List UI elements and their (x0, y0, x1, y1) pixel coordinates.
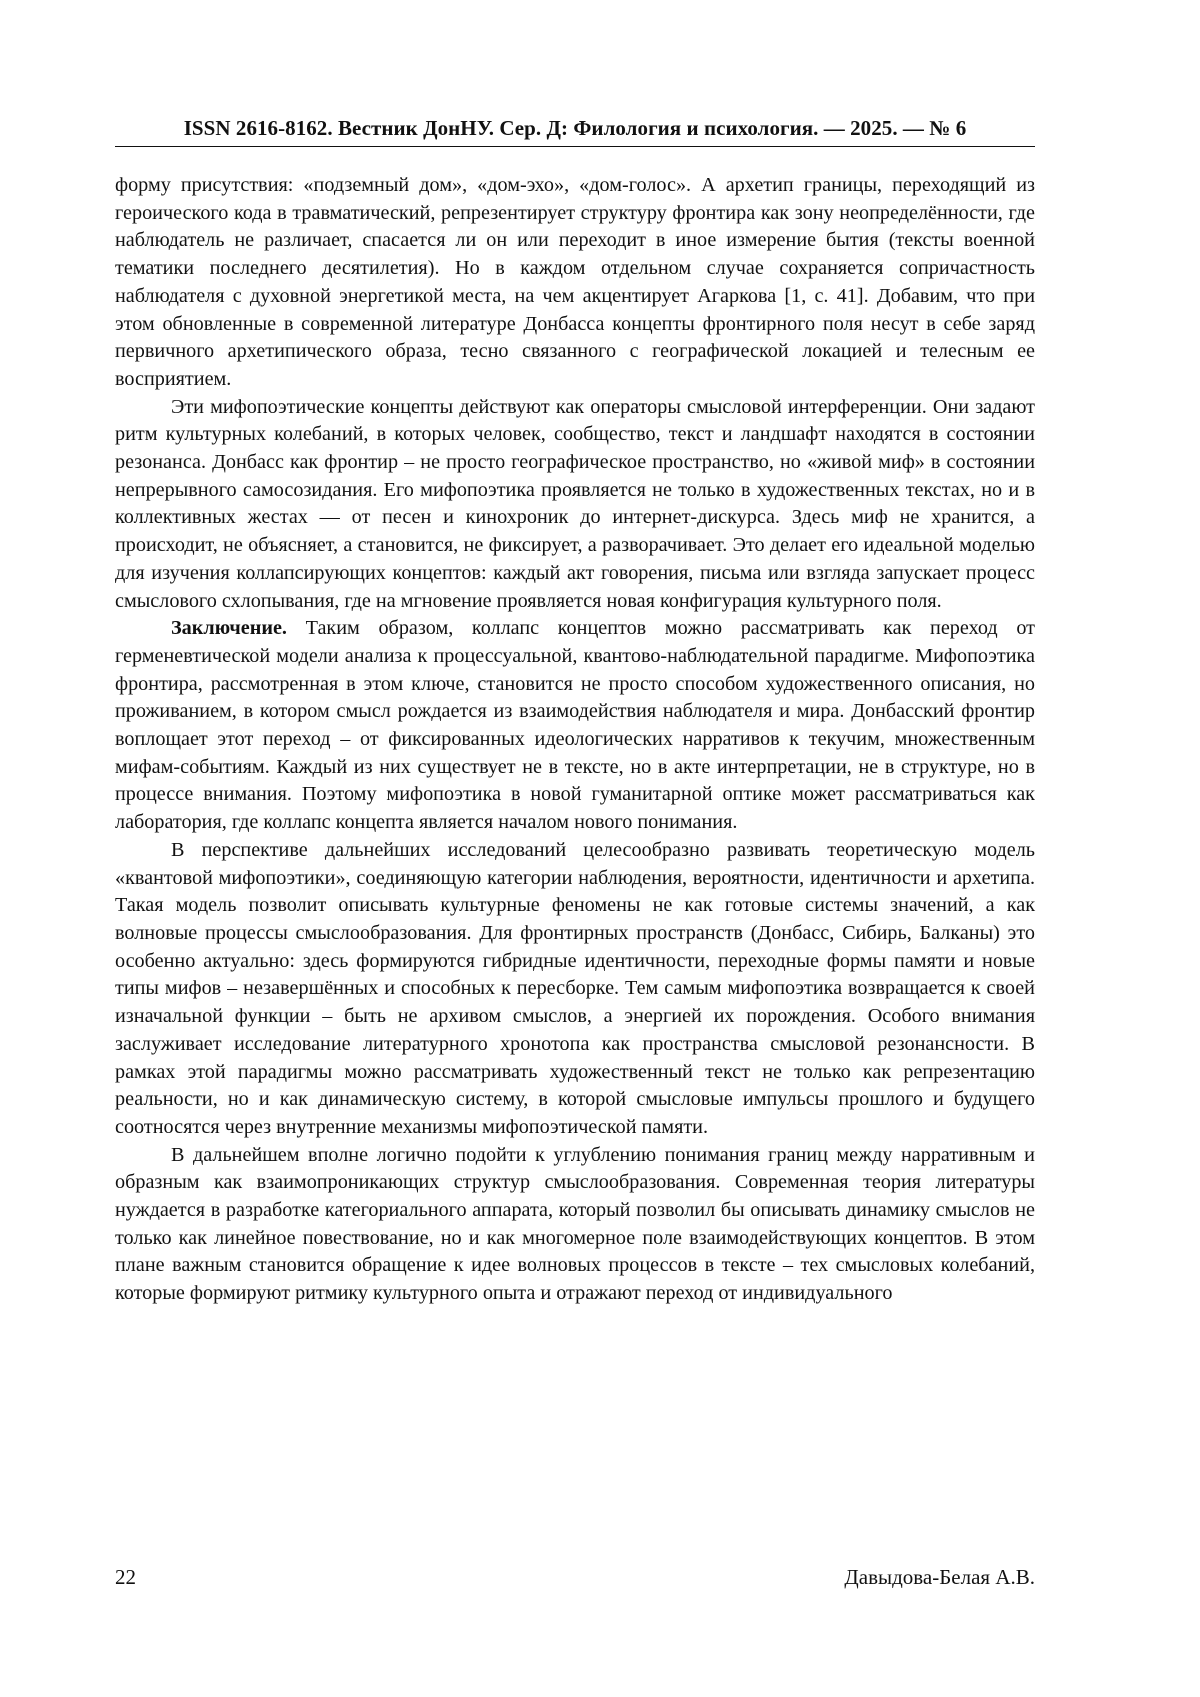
paragraph (115, 1142, 1035, 1308)
paragraph-conclusion (115, 615, 1035, 837)
running-title: ISSN 2616-8162. Вестник ДонНУ. Сер. Д: Филология и психология. — 2025. — № 6 (183, 116, 967, 140)
paragraph-continuation (115, 172, 1035, 394)
paragraph-text: Эти мифопоэтические концепты действуют как операторы смысловой интерференции. Они задают ритм культурных колебаний, в которых человек, сообщество, текст и ландшафт находятся в состоянии резонанса. Донбасс как фронтир – не просто географическое пространство, но «живой миф» в состоянии непрерывного самосозидания. Его мифопоэтика проявляется не только в художественных текстах, но и в коллективных жестах — от песен и кинохроник до интернет-дискурса. Здесь миф не хранится, а происходит, не объясняет, а становится, не фиксирует, а разворачивает. Это делает его идеальной моделью для изучения коллапсирующих концептов: каждый акт говорения, письма или взгляда запускает процесс смыслового схлопывания, где на мгновение проявляется новая конфигурация культурного поля. (115, 395, 1035, 612)
running-header (115, 115, 1035, 147)
paragraph (115, 837, 1035, 1142)
page-number: 22 (115, 1565, 136, 1589)
paragraph-text: В дальнейшем вполне логично подойти к углублению понимания границ между нарративным и образным как взаимопроникающих структур смыслообразования. Современная теория литературы нуждается в разработке категориального аппарата, который позволил бы описывать динамику смыслов не только как линейное повествование, но и как многомерное поле взаимодействующих концептов. В этом плане важным становится обращение к идее волновых процессов в тексте – тех смысловых колебаний, которые формируют ритмику культурного опыта и отражают переход от индивидуального (115, 1143, 1035, 1305)
paragraph-text: В перспективе дальнейших исследований целесообразно развивать теоретическую модель «квантовой мифопоэтики», соединяющую категории наблюдения, вероятности, идентичности и архетипа. Такая модель позволит описывать культурные феномены не как готовые системы значений, а как волновые процессы смыслообразования. Для фронтирных пространств (Донбасс, Сибирь, Балканы) это особенно актуально: здесь формируются гибридные идентичности, переходные формы памяти и новые типы мифов – незавершённых и способных к пересборке. Тем самым мифопоэтика возвращается к своей изначальной функции – быть не архивом смыслов, а энергией их порождения. Особого внимания заслуживает исследование литературного хронотопа как пространства смысловой резонансности. В рамках этой парадигмы можно рассматривать художественный текст не только как репрезентацию реальности, но и как динамическую систему, в которой смысловые импульсы прошлого и будущего соотносятся через внутренние механизмы мифопоэтической памяти. (115, 838, 1035, 1138)
footer-author: Давыдова-Белая А.В. (844, 1565, 1035, 1589)
paragraph-text: Таким образом, коллапс концептов можно рассматривать как переход от герменевтической модели анализа к процессуальной, квантово-наблюдательной парадигме. Мифопоэтика фронтира, рассмотренная в этом ключе, становится не просто способом художественного описания, но проживанием, в котором смысл рождается из взаимодействия наблюдателя и мира. Донбасский фронтир воплощает этот переход – от фиксированных идеологических нарративов к текучим, множественным мифам-событиям. Каждый из них существует не в тексте, но в акте интерпретации, не в структуре, но в процессе внимания. Поэтому мифопоэтика в новой гуманитарной оптике может рассматриваться как лаборатория, где коллапс концепта является началом нового понимания. (115, 617, 1035, 834)
page-footer (115, 1562, 1035, 1592)
paragraph (115, 394, 1035, 616)
section-lead-conclusion: Заключение. (171, 617, 287, 640)
article-body (115, 172, 1035, 1308)
paragraph-text: форму присутствия: «подземный дом», «дом-эхо», «дом-голос». А архетип границы, переходящий из героического кода в травматический, репрезентирует структуру фронтира как зону неопределённости, где наблюдатель не различает, спасается ли он или переходит в иное измерение бытия (тексты военной тематики последнего десятилетия). Но в каждом отдельном случае сохраняется сопричастность наблюдателя с духовной энергетикой места, на чем акцентирует Агаркова [1, с. 41]. Добавим, что при этом обновленные в современной литературе Донбасса концепты фронтирного поля несут в себе заряд первичного архетипического образа, тесно связанного с географической локацией и телесным ее восприятием. (115, 174, 1035, 390)
